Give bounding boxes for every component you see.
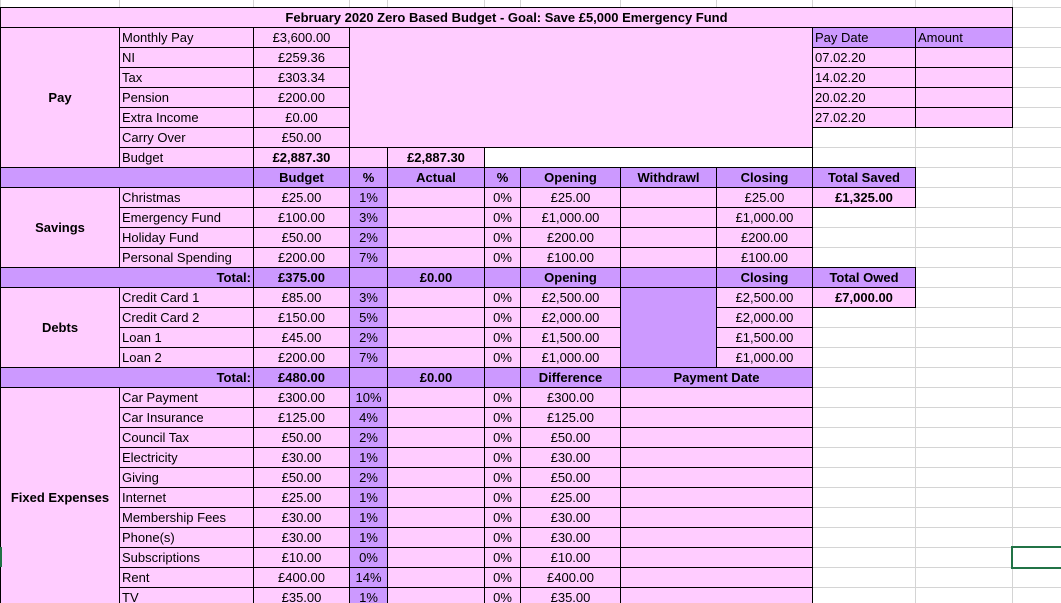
pay-date[interactable]: 20.02.20 xyxy=(812,87,916,108)
fixed-budget[interactable]: £30.00 xyxy=(253,507,350,528)
savings-withdrawl[interactable] xyxy=(620,227,717,248)
pay-date[interactable]: 14.02.20 xyxy=(812,67,916,88)
fixed-pct2[interactable]: 0% xyxy=(484,527,521,548)
fixed-payment-date[interactable] xyxy=(620,527,813,548)
savings-item-name[interactable]: Christmas xyxy=(119,187,254,208)
fixed-pct[interactable]: 0% xyxy=(349,547,388,568)
fixed-actual[interactable] xyxy=(387,407,485,428)
fixed-actual[interactable] xyxy=(387,567,485,588)
savings-actual[interactable] xyxy=(387,207,485,228)
savings-total-budget[interactable]: £375.00 xyxy=(253,267,350,288)
fixed-budget[interactable]: £30.00 xyxy=(253,447,350,468)
fixed-actual[interactable] xyxy=(387,507,485,528)
fixed-actual[interactable] xyxy=(387,487,485,508)
debt-opening[interactable]: £2,500.00 xyxy=(520,287,621,308)
pay-item-name[interactable]: Carry Over xyxy=(119,127,254,148)
pay-item-amount[interactable]: £303.34 xyxy=(253,67,350,88)
debt-withdrawl-merged[interactable] xyxy=(620,287,717,368)
pay-item-name[interactable]: Tax xyxy=(119,67,254,88)
fixed-item-name[interactable]: Rent xyxy=(119,567,254,588)
debt-opening[interactable]: £1,000.00 xyxy=(520,347,621,368)
pay-item-amount[interactable]: £50.00 xyxy=(253,127,350,148)
pay-item-amount[interactable]: £0.00 xyxy=(253,107,350,128)
pay-item-name[interactable]: Budget xyxy=(119,147,254,168)
savings-withdrawl[interactable] xyxy=(620,187,717,208)
savings-closing[interactable]: £100.00 xyxy=(716,247,813,268)
fixed-pct[interactable]: 2% xyxy=(349,427,388,448)
fixed-pct2[interactable]: 0% xyxy=(484,447,521,468)
fixed-section-label[interactable]: Fixed Expenses xyxy=(0,387,120,603)
fixed-item-name[interactable]: Phone(s) xyxy=(119,527,254,548)
fixed-budget[interactable]: £35.00 xyxy=(253,587,350,603)
fixed-item-name[interactable]: Giving xyxy=(119,467,254,488)
fixed-item-name[interactable]: Car Insurance xyxy=(119,407,254,428)
header-closing[interactable]: Closing xyxy=(716,167,813,188)
fixed-actual[interactable] xyxy=(387,587,485,603)
fixed-actual[interactable] xyxy=(387,447,485,468)
fixed-actual[interactable] xyxy=(387,527,485,548)
savings-item-name[interactable]: Emergency Fund xyxy=(119,207,254,228)
debt-opening[interactable]: £2,000.00 xyxy=(520,307,621,328)
fixed-payment-date[interactable] xyxy=(620,447,813,468)
savings-actual[interactable] xyxy=(387,187,485,208)
fixed-payment-date[interactable] xyxy=(620,587,813,603)
pay-date[interactable]: 27.02.20 xyxy=(812,107,916,128)
header-total-saved[interactable]: Total Saved xyxy=(812,167,916,188)
fixed-item-name[interactable]: Car Payment xyxy=(119,387,254,408)
fixed-payment-date[interactable] xyxy=(620,407,813,428)
fixed-actual[interactable] xyxy=(387,467,485,488)
budget-copy[interactable]: £2,887.30 xyxy=(387,147,485,168)
fixed-pct[interactable]: 2% xyxy=(349,467,388,488)
header-blank[interactable] xyxy=(0,167,254,188)
active-cell-selection[interactable] xyxy=(1011,546,1061,569)
pay-item-amount[interactable]: £2,887.30 xyxy=(253,147,350,168)
blank-cell[interactable] xyxy=(349,367,388,388)
pay-amount[interactable] xyxy=(915,67,1013,88)
debt-item-name[interactable]: Credit Card 1 xyxy=(119,287,254,308)
debt-closing[interactable]: £1,000.00 xyxy=(716,347,813,368)
fixed-payment-date[interactable] xyxy=(620,387,813,408)
savings-budget[interactable]: £100.00 xyxy=(253,207,350,228)
fixed-budget[interactable]: £400.00 xyxy=(253,567,350,588)
savings-item-name[interactable]: Personal Spending xyxy=(119,247,254,268)
debts-total-label[interactable]: Total: xyxy=(0,367,254,388)
debts-total-budget[interactable]: £480.00 xyxy=(253,367,350,388)
savings-budget[interactable]: £50.00 xyxy=(253,227,350,248)
pay-amount[interactable] xyxy=(915,47,1013,68)
pay-item-amount[interactable]: £200.00 xyxy=(253,87,350,108)
blank-cell[interactable] xyxy=(484,367,521,388)
fixed-pct[interactable]: 1% xyxy=(349,507,388,528)
savings-pct2[interactable]: 0% xyxy=(484,227,521,248)
fixed-difference[interactable]: £125.00 xyxy=(520,407,621,428)
fixed-budget[interactable]: £125.00 xyxy=(253,407,350,428)
fixed-actual[interactable] xyxy=(387,547,485,568)
savings-budget[interactable]: £25.00 xyxy=(253,187,350,208)
budget-title[interactable]: February 2020 Zero Based Budget - Goal: Save £5,000 Emergency Fund xyxy=(0,7,1013,28)
debt-actual[interactable] xyxy=(387,327,485,348)
debt-pct2[interactable]: 0% xyxy=(484,347,521,368)
savings-closing[interactable]: £200.00 xyxy=(716,227,813,248)
debt-closing[interactable]: £1,500.00 xyxy=(716,327,813,348)
fixed-pct2[interactable]: 0% xyxy=(484,407,521,428)
fixed-payment-date[interactable] xyxy=(620,567,813,588)
debt-pct[interactable]: 7% xyxy=(349,347,388,368)
savings-withdrawl[interactable] xyxy=(620,247,717,268)
pay-blank-area[interactable] xyxy=(349,27,813,148)
fixed-pct[interactable]: 14% xyxy=(349,567,388,588)
header-opening-debts[interactable]: Opening xyxy=(520,267,621,288)
savings-pct[interactable]: 3% xyxy=(349,207,388,228)
fixed-pct[interactable]: 4% xyxy=(349,407,388,428)
fixed-budget[interactable]: £30.00 xyxy=(253,527,350,548)
header-pct2[interactable]: % xyxy=(484,167,521,188)
savings-withdrawl[interactable] xyxy=(620,207,717,228)
fixed-actual[interactable] xyxy=(387,427,485,448)
fixed-difference[interactable]: £50.00 xyxy=(520,427,621,448)
fixed-actual[interactable] xyxy=(387,387,485,408)
savings-total-actual[interactable]: £0.00 xyxy=(387,267,485,288)
fixed-item-name[interactable]: Subscriptions xyxy=(119,547,254,568)
pay-item-amount[interactable]: £259.36 xyxy=(253,47,350,68)
fixed-difference[interactable]: £25.00 xyxy=(520,487,621,508)
pay-date-header[interactable]: Pay Date xyxy=(812,27,916,48)
fixed-pct2[interactable]: 0% xyxy=(484,487,521,508)
fixed-pct[interactable]: 10% xyxy=(349,387,388,408)
fixed-item-name[interactable]: Membership Fees xyxy=(119,507,254,528)
header-budget[interactable]: Budget xyxy=(253,167,350,188)
debt-pct2[interactable]: 0% xyxy=(484,307,521,328)
blank-cell[interactable] xyxy=(349,147,388,168)
debt-budget[interactable]: £45.00 xyxy=(253,327,350,348)
debt-budget[interactable]: £85.00 xyxy=(253,287,350,308)
pay-item-name[interactable]: NI xyxy=(119,47,254,68)
fixed-payment-date[interactable] xyxy=(620,507,813,528)
fixed-pct[interactable]: 1% xyxy=(349,587,388,603)
debt-item-name[interactable]: Loan 1 xyxy=(119,327,254,348)
fixed-difference[interactable]: £35.00 xyxy=(520,587,621,603)
fixed-difference[interactable]: £400.00 xyxy=(520,567,621,588)
fixed-budget[interactable]: £300.00 xyxy=(253,387,350,408)
fixed-pct[interactable]: 1% xyxy=(349,487,388,508)
debt-pct2[interactable]: 0% xyxy=(484,327,521,348)
fixed-pct2[interactable]: 0% xyxy=(484,587,521,603)
total-saved-value[interactable]: £1,325.00 xyxy=(812,187,916,208)
fixed-payment-date[interactable] xyxy=(620,427,813,448)
fixed-difference[interactable]: £30.00 xyxy=(520,507,621,528)
debt-pct2[interactable]: 0% xyxy=(484,287,521,308)
fixed-difference[interactable]: £300.00 xyxy=(520,387,621,408)
fixed-payment-date[interactable] xyxy=(620,487,813,508)
debt-pct[interactable]: 3% xyxy=(349,287,388,308)
fixed-item-name[interactable]: Electricity xyxy=(119,447,254,468)
savings-opening[interactable]: £1,000.00 xyxy=(520,207,621,228)
fixed-budget[interactable]: £10.00 xyxy=(253,547,350,568)
debt-budget[interactable]: £200.00 xyxy=(253,347,350,368)
fixed-pct2[interactable]: 0% xyxy=(484,427,521,448)
fixed-difference[interactable]: £50.00 xyxy=(520,467,621,488)
fixed-payment-date[interactable] xyxy=(620,547,813,568)
pay-item-amount[interactable]: £3,600.00 xyxy=(253,27,350,48)
fixed-pct2[interactable]: 0% xyxy=(484,507,521,528)
fixed-item-name[interactable]: Internet xyxy=(119,487,254,508)
savings-opening[interactable]: £200.00 xyxy=(520,227,621,248)
fixed-budget[interactable]: £50.00 xyxy=(253,427,350,448)
savings-pct2[interactable]: 0% xyxy=(484,187,521,208)
debt-pct[interactable]: 5% xyxy=(349,307,388,328)
savings-pct2[interactable]: 0% xyxy=(484,207,521,228)
header-pct[interactable]: % xyxy=(349,167,388,188)
fixed-pct[interactable]: 1% xyxy=(349,447,388,468)
blank-cell[interactable] xyxy=(484,267,521,288)
pay-date[interactable]: 07.02.20 xyxy=(812,47,916,68)
debt-item-name[interactable]: Loan 2 xyxy=(119,347,254,368)
header-difference[interactable]: Difference xyxy=(520,367,621,388)
fixed-payment-date[interactable] xyxy=(620,467,813,488)
total-owed-value[interactable]: £7,000.00 xyxy=(812,287,916,308)
fixed-budget[interactable]: £50.00 xyxy=(253,467,350,488)
pay-item-name[interactable]: Monthly Pay xyxy=(119,27,254,48)
pay-amount[interactable] xyxy=(915,87,1013,108)
total-owed-header[interactable]: Total Owed xyxy=(812,267,916,288)
row-indicator xyxy=(0,547,2,567)
blank-cell[interactable] xyxy=(620,267,717,288)
pay-amount[interactable] xyxy=(915,107,1013,128)
fixed-pct2[interactable]: 0% xyxy=(484,467,521,488)
debt-actual[interactable] xyxy=(387,347,485,368)
debt-closing[interactable]: £2,000.00 xyxy=(716,307,813,328)
debt-pct[interactable]: 2% xyxy=(349,327,388,348)
pay-item-name[interactable]: Extra Income xyxy=(119,107,254,128)
savings-closing[interactable]: £25.00 xyxy=(716,187,813,208)
savings-actual[interactable] xyxy=(387,227,485,248)
debt-opening[interactable]: £1,500.00 xyxy=(520,327,621,348)
blank-cell[interactable] xyxy=(484,147,813,168)
fixed-difference[interactable]: £30.00 xyxy=(520,447,621,468)
savings-section-label[interactable]: Savings xyxy=(0,187,120,268)
savings-pct2[interactable]: 0% xyxy=(484,247,521,268)
fixed-difference[interactable]: £30.00 xyxy=(520,527,621,548)
debt-actual[interactable] xyxy=(387,307,485,328)
header-payment-date[interactable]: Payment Date xyxy=(620,367,813,388)
savings-closing[interactable]: £1,000.00 xyxy=(716,207,813,228)
debts-section-label[interactable]: Debts xyxy=(0,287,120,368)
fixed-pct[interactable]: 1% xyxy=(349,527,388,548)
fixed-difference[interactable]: £10.00 xyxy=(520,547,621,568)
savings-item-name[interactable]: Holiday Fund xyxy=(119,227,254,248)
fixed-item-name[interactable]: Council Tax xyxy=(119,427,254,448)
fixed-budget[interactable]: £25.00 xyxy=(253,487,350,508)
savings-pct[interactable]: 1% xyxy=(349,187,388,208)
header-actual[interactable]: Actual xyxy=(387,167,485,188)
debt-closing[interactable]: £2,500.00 xyxy=(716,287,813,308)
pay-section-label[interactable]: Pay xyxy=(0,27,120,168)
fixed-pct2[interactable]: 0% xyxy=(484,387,521,408)
header-closing-debts[interactable]: Closing xyxy=(716,267,813,288)
savings-opening[interactable]: £100.00 xyxy=(520,247,621,268)
header-opening[interactable]: Opening xyxy=(520,167,621,188)
debt-budget[interactable]: £150.00 xyxy=(253,307,350,328)
savings-budget[interactable]: £200.00 xyxy=(253,247,350,268)
savings-opening[interactable]: £25.00 xyxy=(520,187,621,208)
debt-actual[interactable] xyxy=(387,287,485,308)
amount-header[interactable]: Amount xyxy=(915,27,1013,48)
savings-total-label[interactable]: Total: xyxy=(0,267,254,288)
fixed-pct2[interactable]: 0% xyxy=(484,567,521,588)
pay-item-name[interactable]: Pension xyxy=(119,87,254,108)
fixed-item-name[interactable]: TV xyxy=(119,587,254,603)
savings-pct[interactable]: 7% xyxy=(349,247,388,268)
blank-cell[interactable] xyxy=(349,267,388,288)
savings-pct[interactable]: 2% xyxy=(349,227,388,248)
header-withdrawl[interactable]: Withdrawl xyxy=(620,167,717,188)
debts-total-actual[interactable]: £0.00 xyxy=(387,367,485,388)
savings-actual[interactable] xyxy=(387,247,485,268)
fixed-pct2[interactable]: 0% xyxy=(484,547,521,568)
debt-item-name[interactable]: Credit Card 2 xyxy=(119,307,254,328)
